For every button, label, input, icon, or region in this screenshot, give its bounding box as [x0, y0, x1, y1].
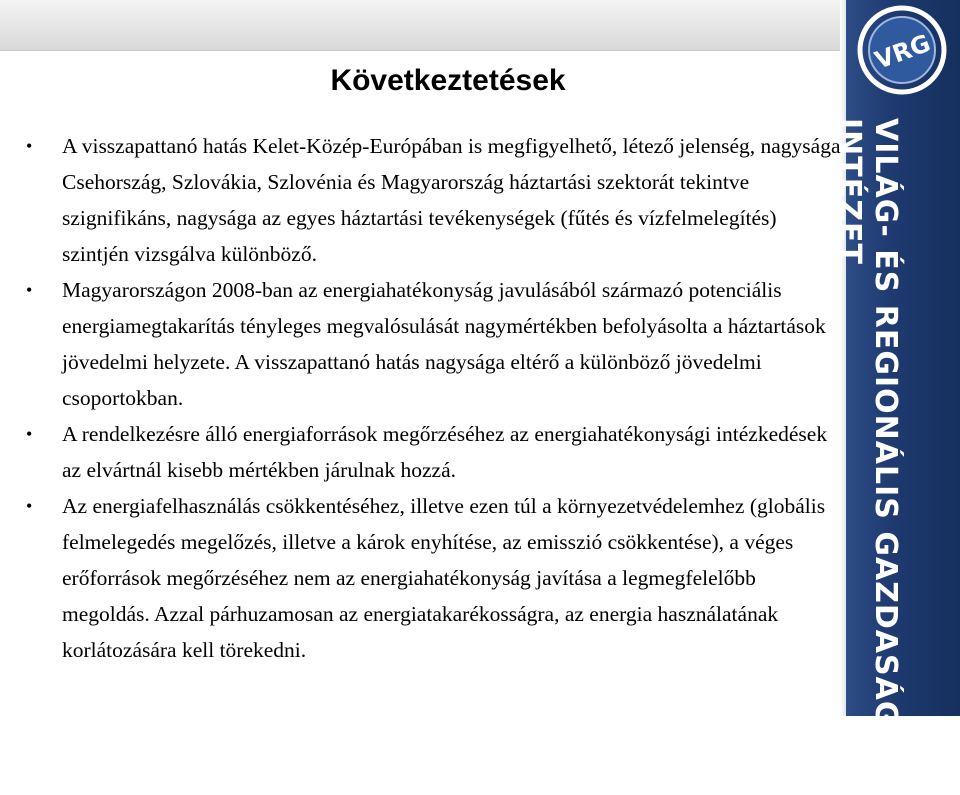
list-item-text: A visszapattanó hatás Kelet-Közép-Európában is megfigyelhető, létező jelenség, nagysága Csehország, Szlovákia, Szlovénia és Magyarország háztartási szektorát tekintve szignifikáns, nagysága az egyes háztartási tevékenységek (fűtés és vízfelmelegítés) szintjén vizsgálva különböző.: [62, 134, 841, 266]
conclusion-list: [26, 128, 844, 668]
logo-text: VRG: [871, 29, 935, 75]
slide-content: [26, 128, 844, 668]
list-item: [26, 488, 844, 668]
bullet-icon: •: [26, 136, 33, 156]
institute-name-line-1: VILÁG- ÉS REGIONÁLIS GAZDASÁGTAN: [868, 118, 903, 795]
list-item-text: A rendelkezésre álló energiaforrások megőrzéséhez az energiahatékonysági intézkedések az elvártnál kisebb mértékben járulnak hozzá.: [62, 422, 828, 482]
bullet-icon: •: [26, 496, 33, 516]
slide-title: Következtetések: [330, 64, 566, 97]
bullet-icon: •: [26, 280, 33, 300]
list-item-text: Az energiafelhasználás csökkentéséhez, illetve ezen túl a környezetvédelemhez (globális felmelegedés megelőzés, illetve a károk enyhítése, az emisszió csökkentése), a véges erőforrások megőrzéséhez nem az energiahatékonyság javítása a legmegfelelőbb megoldás. Azzal párhuzamosan az energiatakarékosságra, az energia használatának korlátozására kell törekedni.: [62, 494, 826, 662]
list-item-text: Magyarországon 2008-ban az energiahatékonyság javulásából származó potenciális energiamegtakarítás tényleges megvalósulását nagymértékben befolyásolta a háztartások jövedelmi helyzete. A visszapattanó hatás nagysága eltérő a különböző jövedelmi csoportokban.: [62, 278, 826, 410]
list-item: [26, 416, 844, 488]
institute-sidebar: [832, 0, 960, 795]
list-item: [26, 128, 844, 272]
bullet-icon: •: [26, 424, 33, 444]
header-band: [0, 0, 846, 51]
list-item: [26, 272, 844, 416]
institute-name-line-2: INTÉZET: [832, 118, 867, 265]
